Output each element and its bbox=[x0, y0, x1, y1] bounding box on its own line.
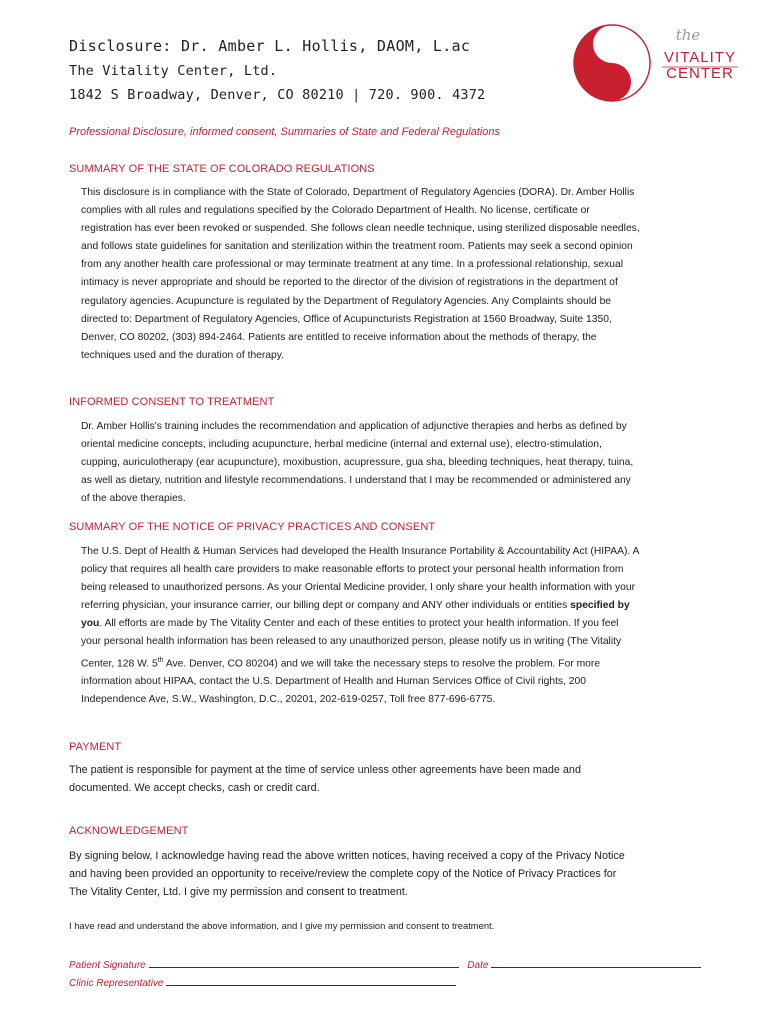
colorado-text: This disclosure is in compliance with the State of Colorado, Department of Regulatory Agencies (DORA). Dr. Amber Hollis complies with all rules and regulations specified by the Colorado Department of Health. No license, certificate or registration has ever been revoked or suspended. She follows clean needle technique, using sterilized disposable needles, and follows state guidelines for sanitation and sterilization within the treatment room. Patients may seek a second opinion from any another health care professional or may terminate treatment at any time. In a professional relationship, sexual intimacy is never appropriate and should be reported to the director of the division of registrations in the department of regulatory agencies. Acupuncture is regulated by the Department of Regulatory Agencies. Any Complaints should be directed to: Department of Regulatory Agencies, Office of Acupuncturists Registration at 1560 Broadway, Suite 1350, Denver, CO 80202, (303) 894-2464. Patients are entitled to receive information about the methods of therapy, the techniques used and the duration of therapy. bbox=[81, 187, 640, 361]
logo-center: CENTER bbox=[666, 65, 734, 82]
colorado-heading: SUMMARY OF THE STATE OF COLORADO REGULATIONS bbox=[69, 163, 375, 175]
document-subtitle: Professional Disclosure, informed consent, Summaries of State and Federal Regulations bbox=[69, 126, 501, 138]
document-header bbox=[69, 37, 485, 103]
consent-heading: INFORMED CONSENT TO TREATMENT bbox=[69, 396, 275, 408]
consent-statement: I have read and understand the above information, and I give my permission and consent to treatment. bbox=[69, 920, 495, 931]
patient-signature-label: Patient Signature bbox=[69, 960, 146, 971]
privacy-text-bold: specified by you bbox=[81, 600, 630, 630]
privacy-text-b: . All efforts are made by The Vitality Center and each of these entities to protect your health information. If you feel your personal health information has been released to any unauthorized person, please notify us in writing (The Vitality Center, 128 W. 5 bbox=[81, 618, 622, 669]
acknowledgement-text: By signing below, I acknowledge having read the above written notices, having received a copy of the Privacy Notice and having been provided an opportunity to receive/review the complete copy of the Notice of Privacy Practices for The Vitality Center, Ltd. I give my permission and consent to treatment. bbox=[69, 850, 625, 899]
privacy-text-c: Ave. Denver, CO 80204) and we will take the necessary steps to resolve the problem. For more information about HIPAA, contact the U.S. Department of Health and Human Services Office of Civil rights, 200 Independence Ave, S.W., Washington, D.C., 20201, 202-619-0257, Toll free 877-696-6775. bbox=[81, 657, 601, 706]
clinic-name: The Vitality Center, Ltd. bbox=[69, 63, 278, 79]
yin-yang-lotus-icon bbox=[574, 25, 650, 101]
payment-text: The patient is responsible for payment at the time of service unless other agreements have been made and documented. We accept checks, cash or credit card. bbox=[69, 764, 581, 795]
logo-the: the bbox=[675, 26, 701, 44]
logo-vitality: VITALITY bbox=[664, 49, 736, 66]
privacy-text-a: The U.S. Dept of Health & Human Services had developed the Health Insurance Portability & Accountability Act (HIPAA). A policy that requires all health care providers to make reasonable efforts to protect your personal health information from being released to unauthorized persons. As your Oriental Medicine provider, I only share your health information with your referring physician, your insurance carrier, our billing dept or company and ANY other individuals or entities bbox=[81, 546, 639, 612]
clinic-representative-field[interactable] bbox=[166, 976, 456, 986]
patient-signature-field[interactable] bbox=[149, 958, 459, 968]
payment-heading: PAYMENT bbox=[69, 741, 122, 753]
clinic-signature-row bbox=[69, 976, 456, 989]
privacy-heading: SUMMARY OF THE NOTICE OF PRIVACY PRACTICES AND CONSENT bbox=[69, 521, 436, 533]
date-field[interactable] bbox=[491, 958, 701, 968]
document-title: Disclosure: Dr. Amber L. Hollis, DAOM, L.ac bbox=[69, 37, 471, 55]
privacy-text-sup: th bbox=[157, 656, 164, 664]
acknowledgement-heading: ACKNOWLEDGEMENT bbox=[69, 825, 189, 837]
patient-signature-row bbox=[69, 958, 701, 971]
date-label: Date bbox=[467, 960, 489, 971]
clinic-representative-label: Clinic Representative bbox=[69, 978, 164, 989]
clinic-address: 1842 S Broadway, Denver, CO 80210 | 720. 900. 4372 bbox=[69, 87, 486, 103]
vitality-center-logo bbox=[570, 20, 740, 110]
privacy-text bbox=[81, 543, 641, 709]
consent-text: Dr. Amber Hollis's training includes the recommendation and application of adjunctive therapies and herbs as defined by oriental medicine concepts, including acupuncture, herbal medicine (internal and external use), electro-stimulation, cupping, auriculotherapy (ear acupuncture), moxibustion, acupressure, gua sha, bleeding techniques, heat therapy, tuina, as well as dietary, nutrition and lifestyle recommendations. I understand that I may be recommended or administered any of the above therapies. bbox=[81, 421, 634, 505]
